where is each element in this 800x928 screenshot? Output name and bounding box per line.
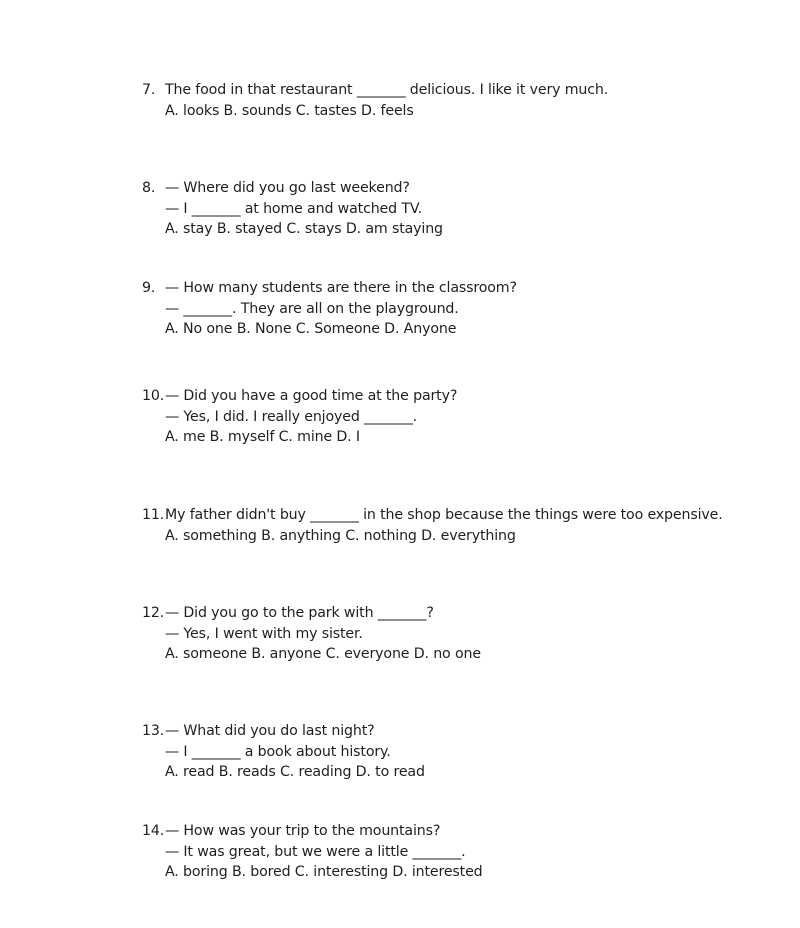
question-7 <box>142 80 762 121</box>
question-stem: — Did you go to the park with _______? <box>165 605 434 621</box>
question-12 <box>142 603 762 665</box>
question-response: — I _______ a book about history. <box>165 743 391 760</box>
question-line <box>142 407 762 428</box>
answer-options: A. looks B. sounds C. tastes D. feels <box>165 102 414 119</box>
question-line <box>142 299 762 320</box>
question-line <box>142 526 762 547</box>
question-line <box>142 278 762 299</box>
question-number: 13. <box>142 723 165 739</box>
answer-options: A. read B. reads C. reading D. to read <box>165 764 425 780</box>
question-line <box>142 80 762 101</box>
answer-options: A. stay B. stayed C. stays D. am staying <box>165 221 443 237</box>
question-8 <box>142 178 762 240</box>
question-line <box>142 178 762 199</box>
question-response: — It was great, but we were a little _______. <box>165 843 466 860</box>
question-number: 8. <box>142 180 156 196</box>
question-line <box>142 219 762 240</box>
question-stem: — How was your trip to the mountains? <box>165 823 441 839</box>
question-number: 10. <box>142 388 165 404</box>
question-13 <box>142 721 762 783</box>
question-response: — _______. They are all on the playground. <box>165 300 459 317</box>
question-response: — Yes, I went with my sister. <box>165 625 363 642</box>
question-line <box>142 624 762 645</box>
question-14 <box>142 821 762 883</box>
answer-options: A. someone B. anyone C. everyone D. no one <box>165 646 481 662</box>
question-stem: The food in that restaurant _______ delicious. I like it very much. <box>165 82 609 98</box>
question-line <box>142 742 762 763</box>
question-line <box>142 505 762 526</box>
question-line <box>142 386 762 407</box>
question-10 <box>142 386 762 448</box>
question-number: 9. <box>142 280 156 296</box>
question-stem: — Where did you go last weekend? <box>165 180 410 196</box>
question-line <box>142 821 762 842</box>
question-stem: — What did you do last night? <box>165 723 375 739</box>
question-line <box>142 862 762 883</box>
question-number: 14. <box>142 823 165 839</box>
answer-options: A. No one B. None C. Someone D. Anyone <box>165 321 457 337</box>
answer-options: A. boring B. bored C. interesting D. interested <box>165 864 483 880</box>
question-number: 11. <box>142 507 165 523</box>
question-9 <box>142 278 762 340</box>
question-number: 7. <box>142 82 156 98</box>
question-line <box>142 101 762 122</box>
question-line <box>142 319 762 340</box>
question-response: — Yes, I did. I really enjoyed _______. <box>165 408 418 425</box>
question-line <box>142 842 762 863</box>
question-line <box>142 721 762 742</box>
answer-options: A. something B. anything C. nothing D. everything <box>165 527 516 544</box>
question-11 <box>142 505 762 546</box>
question-stem: — How many students are there in the classroom? <box>165 280 517 296</box>
question-line <box>142 762 762 783</box>
question-number: 12. <box>142 605 165 621</box>
answer-options: A. me B. myself C. mine D. I <box>165 429 360 445</box>
question-line <box>142 603 762 624</box>
question-stem: My father didn't buy _______ in the shop because the things were too expensive. <box>165 507 723 523</box>
question-stem: — Did you have a good time at the party? <box>165 388 458 404</box>
question-line <box>142 199 762 220</box>
question-response: — I _______ at home and watched TV. <box>165 200 422 217</box>
question-line <box>142 644 762 665</box>
question-line <box>142 427 762 448</box>
